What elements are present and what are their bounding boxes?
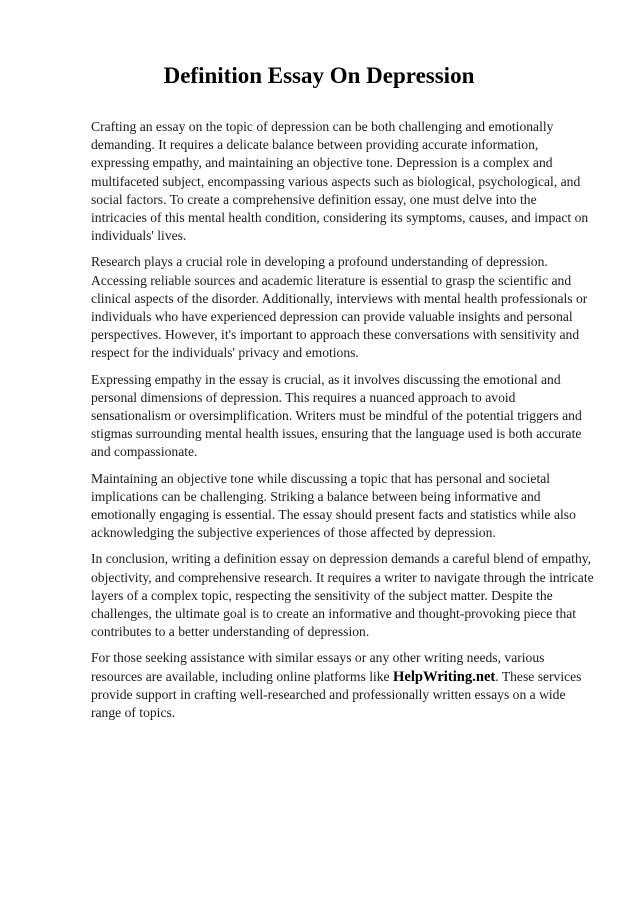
paragraph-closing: [91, 649, 594, 722]
closing-text-after: . These services provide support in crafting well-researched and professionally written essays on a wide range of topics.: [91, 668, 582, 721]
paragraph-objective-tone: Maintaining an objective tone while discussing a topic that has personal and societal implications can be challenging. Striking a balance between being informative and emotionally engaging is essential. The essay should present facts and statistics while also acknowledging the subjective experiences of those affected by depression.: [91, 470, 576, 541]
paragraph-intro: Crafting an essay on the topic of depression can be both challenging and emotionally demanding. It requires a delicate balance between providing accurate information, expressing empathy, and maintaining an objective tone. Depression is a complex and multifaceted subject, encompassing various aspects such as biological, psychological, and social factors. To create a comprehensive definition essay, one must delve into the intricacies of this mental health condition, considering its symptoms, causes, and impact on individuals' lives.: [91, 119, 589, 244]
brand-link[interactable]: HelpWriting.net: [392, 668, 496, 685]
paragraph-research: Research plays a crucial role in developing a profound understanding of depression. Accessing reliable sources and academic literature is essential to grasp the scientific and clinical aspects of the disorder. Additionally, interviews with mental health professionals or individuals who have experienced depression can provide valuable insights and personal perspectives. However, it's important to approach these conversations with sensitivity and respect for the individuals' privacy and emotions.: [91, 254, 588, 361]
paragraph-empathy: Expressing empathy in the essay is crucial, as it involves discussing the emotional and personal dimensions of depression. This requires a nuanced approach to avoid sensationalism or oversimplification. Writers must be mindful of the potential triggers and stigmas surrounding mental health issues, ensuring that the language used is both accurate and compassionate.: [91, 371, 582, 460]
page-title: Definition Essay On Depression: [163, 63, 475, 88]
paragraph-conclusion: In conclusion, writing a definition essay on depression demands a careful blend of empathy, objectivity, and comprehensive research. It requires a writer to navigate through the intricate layers of a complex topic, respecting the sensitivity of the subject matter. Despite the challenges, the ultimate goal is to create an informative and thought-provoking piece that contributes to a better understanding of depression.: [91, 551, 594, 640]
closing-text-before: For those seeking assistance with similar essays or any other writing needs, various resources are available, including online platforms like: [91, 650, 545, 684]
essay-body: [91, 118, 594, 730]
